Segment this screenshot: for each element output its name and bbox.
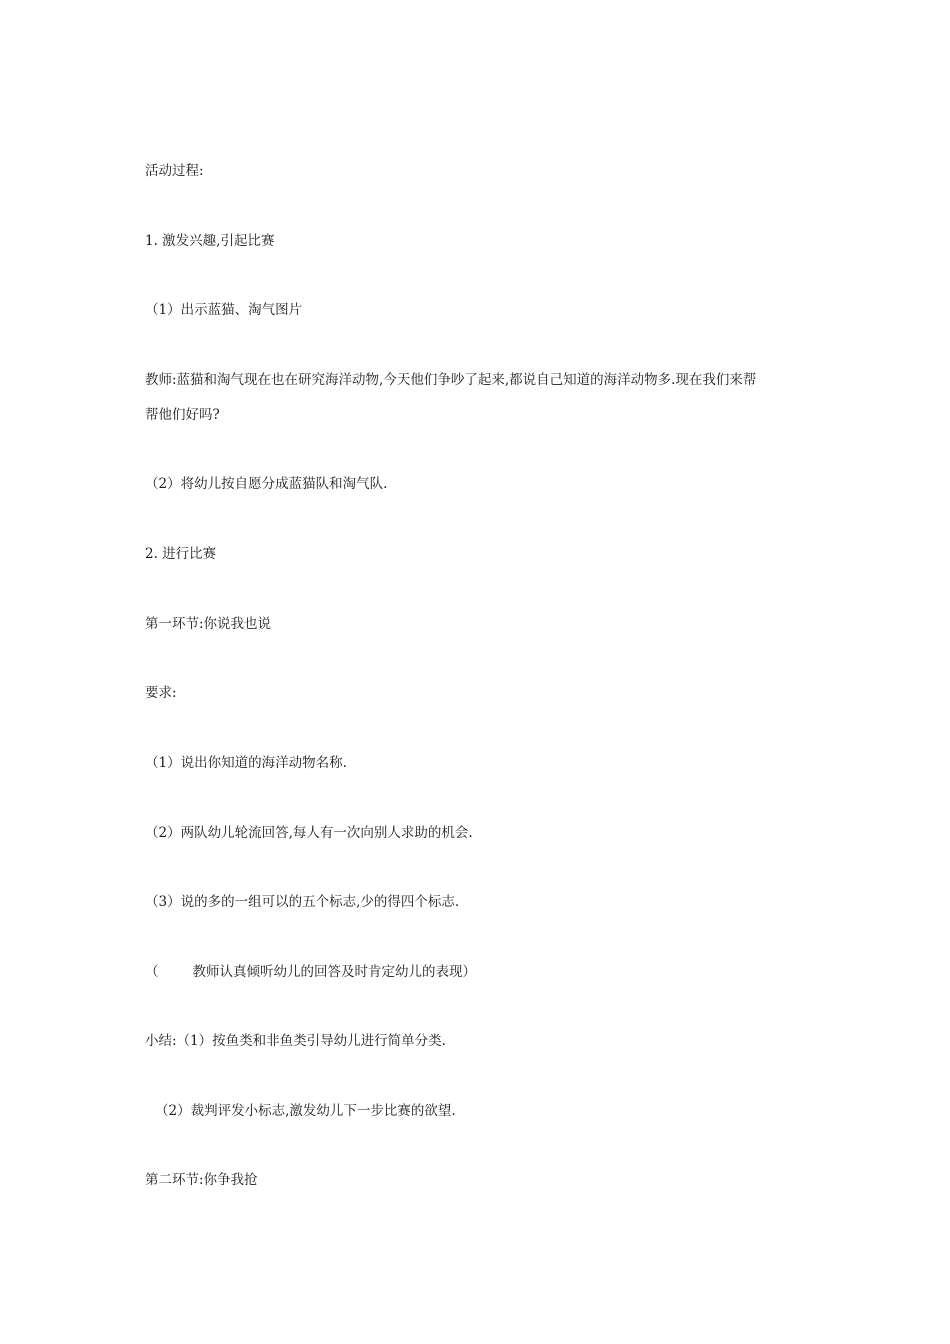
round-1-heading: 第一环节:你说我也说 <box>145 616 272 632</box>
requirement-3: （3）说的多的一组可以的五个标志,少的得四个标志. <box>145 894 460 910</box>
round-2-heading: 第二环节:你争我抢 <box>145 1172 258 1188</box>
requirements-label: 要求: <box>145 685 177 701</box>
step-2-heading: 2. 进行比赛 <box>145 546 217 562</box>
teacher-dialogue-line-1: 教师:蓝猫和淘气现在也在研究海洋动物,今天他们争吵了起来,都说自己知道的海洋动物多.现在我们来帮 <box>145 372 757 388</box>
step-1-item-2: （2）将幼儿按自愿分成蓝猫队和淘气队. <box>145 476 388 492</box>
step-1-heading: 1. 激发兴趣,引起比赛 <box>145 233 275 249</box>
teacher-note-text: 教师认真倾听幼儿的回答及时肯定幼儿的表现） <box>192 964 476 980</box>
requirement-1: （1）说出你知道的海洋动物名称. <box>145 755 347 771</box>
step-1-item-1: （1）出示蓝猫、淘气图片 <box>145 302 303 318</box>
requirement-2: （2）两队幼儿轮流回答,每人有一次向别人求助的机会. <box>145 825 473 841</box>
summary-item-1: 小结:（1）按鱼类和非鱼类引导幼儿进行简单分类. <box>145 1033 446 1049</box>
summary-item-2: （2）裁判评发小标志,激发幼儿下一步比赛的欲望. <box>155 1103 456 1119</box>
teacher-note-open-paren: （ <box>145 964 159 980</box>
teacher-dialogue-line-2: 帮他们好吗? <box>145 407 220 423</box>
section-heading-activity-process: 活动过程: <box>145 163 204 179</box>
teacher-note <box>145 962 476 982</box>
